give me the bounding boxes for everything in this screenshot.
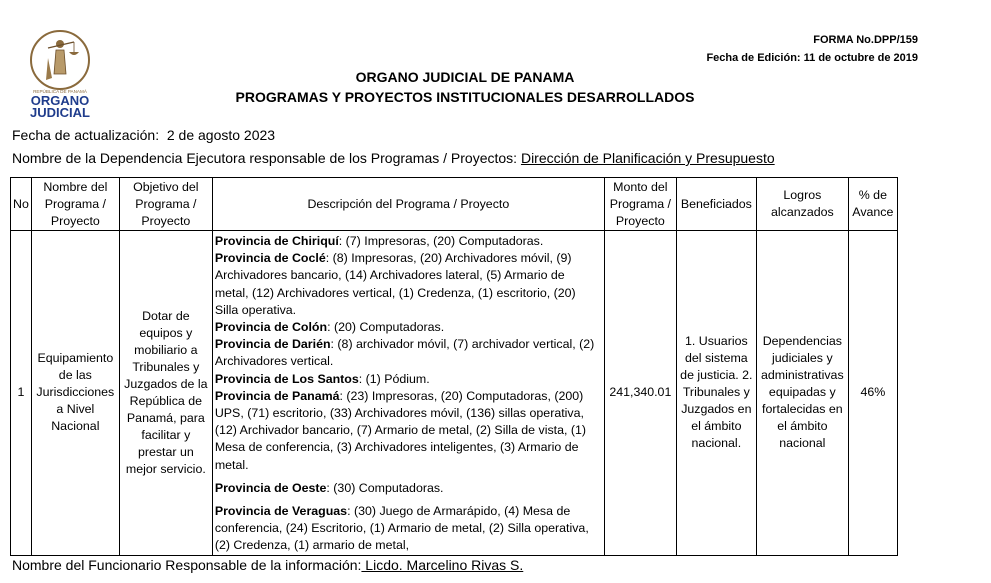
cell-objetivo: Dotar de equipos y mobiliario a Tribunales y Juzgados de la República de Panamá, para facilitar y prestar un mejor servicio. [119,231,212,556]
cell-avance: 46% [848,231,897,556]
logo-line2: JUDICIAL [30,105,90,118]
header-logros: Logros alcanzados [756,178,848,231]
desc-colon: Provincia de Colón: (20) Computadoras. [214,320,445,335]
dependency-label: Nombre de la Dependencia Ejecutora responsable de los Programas / Proyectos: [12,150,518,166]
cell-descripcion [212,231,604,556]
cell-monto: 241,340.01 [604,231,676,556]
dependency [12,150,775,166]
desc-darien: Provincia de Darién: (8) archivador móvil, (7) archivador vertical, (2) Archivadores vertical. [214,337,595,369]
header-no: No [11,178,32,231]
desc-oeste: Provincia de Oeste: (30) Computadoras. [214,480,444,495]
desc-veraguas: Provincia de Veraguas: (30) Juego de Armarápido, (4) Mesa de conferencia, (24) Escritorio, (1) Armario de metal, (2) Silla operativa, (2) Credenza, (1) armario de metal, [214,504,589,553]
dependency-value: Dirección de Planificación y Presupuesto [520,150,775,166]
header-objetivo: Objetivo del Programa / Proyecto [119,178,212,231]
logo-small-text: REPÚBLICA DE PANAMÁ [33,89,87,94]
table-header-row [11,178,898,231]
table-row [11,231,898,556]
cell-nombre: Equipamiento de las Jurisdicciones a Nivel Nacional [31,231,119,556]
responsible-official [12,557,523,573]
form-number: FORMA No.DPP/159 [813,34,918,46]
desc-panama: Provincia de Panamá: (23) Impresoras, (20) Computadoras, (200) UPS, (71) escritorio, (33) Archivadores móvil, (136) sillas operativa, (12) Archivador bancario, (7) Armario de metal, (2) Silla de vista, (1) Mesa de conferencia, (3) Archivadores inteligentes, (3) Armario de metal. [214,388,587,472]
programs-table [10,177,898,556]
update-date [12,127,275,143]
header-descripcion: Descripción del Programa / Proyecto [212,178,604,231]
header-avance: % de Avance [848,178,897,231]
page-subtitle: PROGRAMAS Y PROYECTOS INSTITUCIONALES DESARROLLADOS [235,89,695,105]
update-date-value: 2 de agosto 2023 [166,127,276,143]
header-monto: Monto del Programa / Proyecto [604,178,676,231]
edition-date-value: 11 de octubre de 2019 [803,52,918,64]
logo-line1: ORGANO [30,93,90,108]
header-nombre: Nombre del Programa / Proyecto [31,178,119,231]
cell-no: 1 [11,231,32,556]
edition-date [706,52,918,64]
cell-logros: Dependencias judiciales y administrativas equipadas y fortalecidas en el ámbito nacional [756,231,848,556]
desc-chiriqui: Provincia de Chiriquí: (7) Impresoras, (20) Computadoras. [214,234,544,248]
desc-los-santos: Provincia de Los Santos: (1) Pódium. [214,371,430,386]
responsible-value: Licdo. Marcelino Rivas S. [361,557,524,573]
page-title: ORGANO JUDICIAL DE PANAMA [355,69,575,85]
responsible-label: Nombre del Funcionario Responsable de la información: [12,557,362,573]
cell-beneficiados: 1. Usuarios del sistema de justicia. 2. Tribunales y Juzgados en el ámbito nacional. [676,231,756,556]
header-beneficiados: Beneficiados [676,178,756,231]
edition-date-label: Fecha de Edición: [706,52,801,64]
update-date-label: Fecha de actualización: [12,127,160,143]
desc-cocle: Provincia de Coclé: (8) Impresoras, (20) Archivadores móvil, (9) Archivadores bancario, (14) Archivadores lateral, (5) Armario de metal, (12) Archivadores vertical, (1) Credenza, (1) escritorio, (20) Silla operativa. [214,251,576,317]
